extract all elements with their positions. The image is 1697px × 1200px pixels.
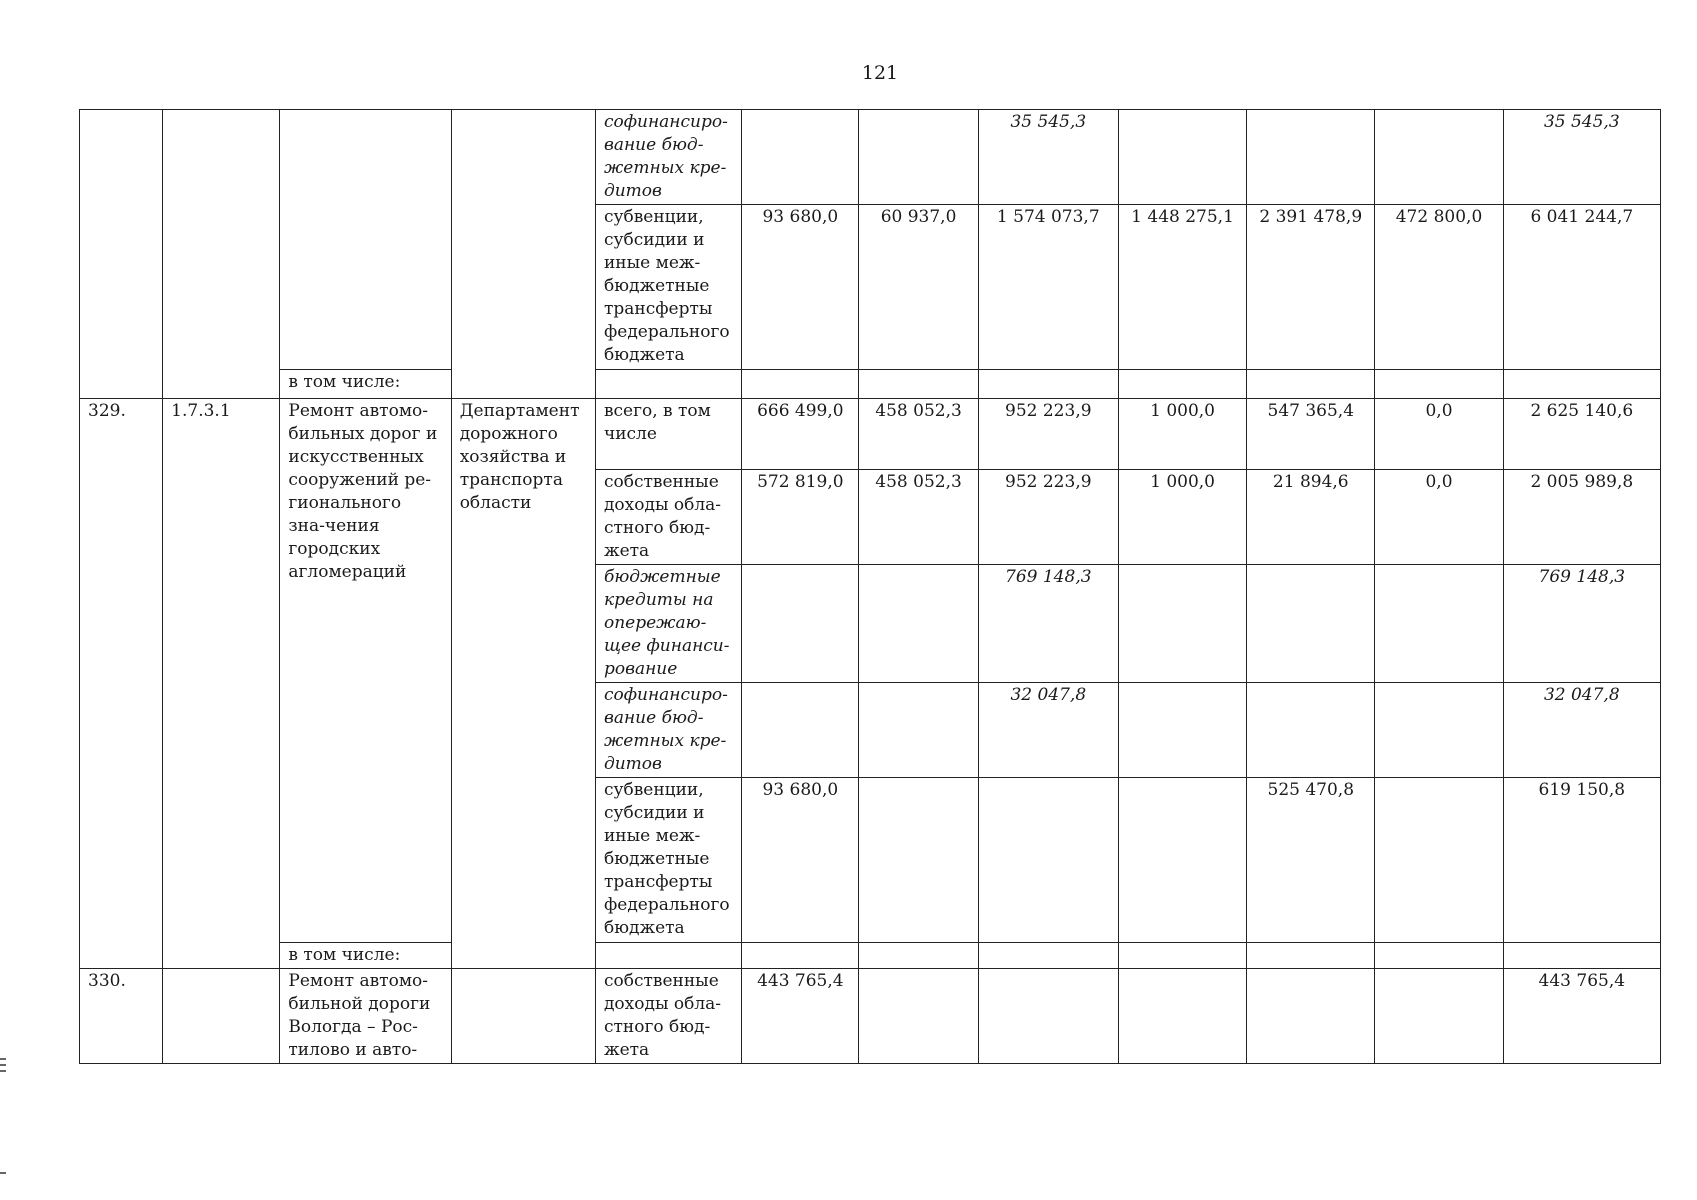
- code-cell: 1.7.3.1: [163, 399, 280, 969]
- value-cell: 443 765,4: [742, 969, 859, 1064]
- executor-cell: [451, 969, 595, 1064]
- value-cell: 1 000,0: [1118, 470, 1246, 565]
- value-cell: 0,0: [1375, 470, 1503, 565]
- source-cell: собственные доходы обла-стного бюд-жета: [595, 470, 741, 565]
- source-cell: софинансиро-вание бюд-жетных кре-дитов: [595, 110, 741, 205]
- value-cell: 1 448 275,1: [1118, 205, 1246, 370]
- including-label: в том числе:: [280, 943, 451, 969]
- total-cell: 2 625 140,6: [1503, 399, 1660, 470]
- total-cell: 2 005 989,8: [1503, 470, 1660, 565]
- value-cell: 60 937,0: [859, 205, 978, 370]
- total-cell: 769 148,3: [1503, 565, 1660, 683]
- source-cell: субвенции, субсидии и иные меж-бюджетные трансферты федерального бюджета: [595, 205, 741, 370]
- value-cell: [1375, 110, 1503, 205]
- table-row: [80, 110, 1661, 205]
- executor-cell: [451, 110, 595, 399]
- value-cell: 769 148,3: [978, 565, 1118, 683]
- name-cell: Ремонт автомо-бильной дороги Вологда – Рос-тилово и авто-: [280, 969, 451, 1064]
- source-cell: собственные доходы обла-стного бюд-жета: [595, 969, 741, 1064]
- value-cell: 32 047,8: [978, 683, 1118, 778]
- scan-mark: [0, 1070, 6, 1072]
- value-cell: 952 223,9: [978, 399, 1118, 470]
- value-cell: 666 499,0: [742, 399, 859, 470]
- code-cell: [163, 110, 280, 399]
- value-cell: 572 819,0: [742, 470, 859, 565]
- source-cell: софинансиро-вание бюд-жетных кре-дитов: [595, 683, 741, 778]
- executor-cell: Департамент дорожного хозяйства и транспорта области: [451, 399, 595, 969]
- value-cell: [1118, 110, 1246, 205]
- total-cell: 619 150,8: [1503, 778, 1660, 943]
- value-cell: 1 000,0: [1118, 399, 1246, 470]
- value-cell: 1 574 073,7: [978, 205, 1118, 370]
- value-cell: 547 365,4: [1247, 399, 1375, 470]
- source-cell: бюджетные кредиты на опережаю-щее финанси-рование: [595, 565, 741, 683]
- name-cell: Ремонт автомо-бильных дорог и искусственных сооружений ре-гионального зна-чения городских агломераций: [280, 399, 451, 943]
- total-cell: 35 545,3: [1503, 110, 1660, 205]
- total-cell: 443 765,4: [1503, 969, 1660, 1064]
- including-label: в том числе:: [280, 370, 451, 399]
- value-cell: 458 052,3: [859, 470, 978, 565]
- num-cell: 329.: [80, 399, 163, 969]
- total-cell: 6 041 244,7: [1503, 205, 1660, 370]
- table-row: [80, 943, 1661, 969]
- code-cell: [163, 969, 280, 1064]
- scan-mark: [0, 1064, 6, 1066]
- scan-mark: [0, 1172, 6, 1174]
- value-cell: [859, 110, 978, 205]
- num-cell: 330.: [80, 969, 163, 1064]
- value-cell: 0,0: [1375, 399, 1503, 470]
- value-cell: 35 545,3: [978, 110, 1118, 205]
- total-cell: 32 047,8: [1503, 683, 1660, 778]
- value-cell: 525 470,8: [1247, 778, 1375, 943]
- name-cell: [280, 110, 451, 370]
- value-cell: 2 391 478,9: [1247, 205, 1375, 370]
- value-cell: [742, 110, 859, 205]
- value-cell: 93 680,0: [742, 205, 859, 370]
- scan-mark: [0, 1058, 6, 1060]
- table-row: [80, 399, 1661, 470]
- value-cell: 472 800,0: [1375, 205, 1503, 370]
- value-cell: 21 894,6: [1247, 470, 1375, 565]
- value-cell: 458 052,3: [859, 399, 978, 470]
- num-cell: [80, 110, 163, 399]
- budget-table: [79, 109, 1661, 1064]
- table-row: [80, 969, 1661, 1064]
- source-cell: всего, в том числе: [595, 399, 741, 470]
- page-number: 121: [861, 62, 899, 84]
- source-cell: субвенции, субсидии и иные меж-бюджетные трансферты федерального бюджета: [595, 778, 741, 943]
- value-cell: [1247, 110, 1375, 205]
- value-cell: 93 680,0: [742, 778, 859, 943]
- value-cell: 952 223,9: [978, 470, 1118, 565]
- table-row: [80, 370, 1661, 399]
